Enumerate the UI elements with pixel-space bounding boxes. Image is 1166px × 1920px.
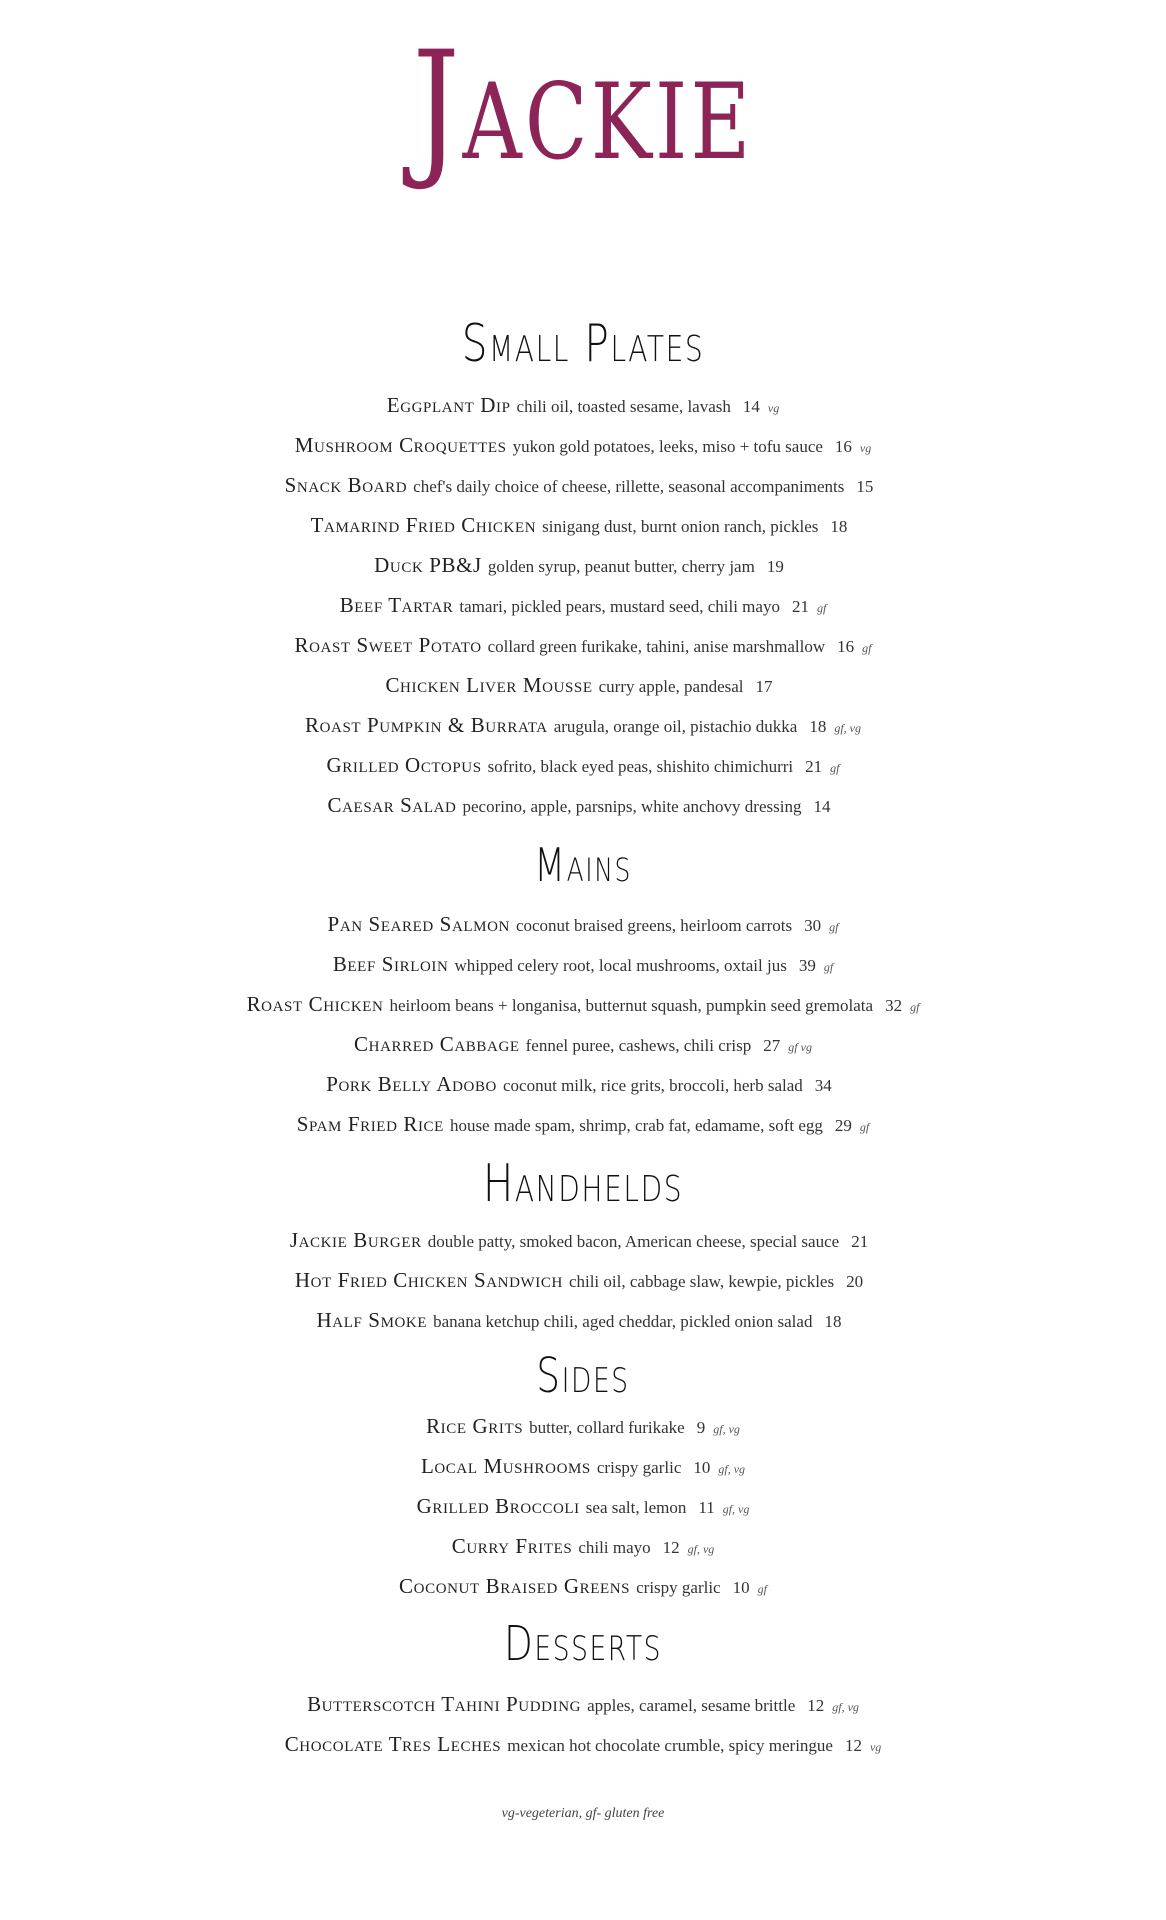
menu-item (0, 515, 1166, 536)
item-price: 32 (885, 996, 903, 1015)
item-description: butter, collard furikake (529, 1418, 685, 1437)
item-diet-tag: gf, vg (832, 1700, 859, 1714)
menu-item (0, 954, 1166, 975)
item-name: Charred Cabbage (354, 1032, 520, 1056)
item-price: 12 (662, 1538, 680, 1557)
item-diet-tag: vg (869, 1740, 882, 1754)
item-price: 20 (846, 1272, 864, 1291)
item-name: Chocolate Tres Leches (284, 1732, 502, 1756)
item-price: 21 (791, 597, 809, 616)
item-name: Chicken Liver Mousse (385, 673, 593, 697)
menu-item (0, 595, 1166, 616)
item-price: 11 (698, 1498, 715, 1517)
item-description: coconut milk, rice grits, broccoli, herb salad (503, 1076, 803, 1095)
menu-item (0, 1496, 1166, 1517)
item-description: crispy garlic (596, 1458, 682, 1477)
item-price: 18 (830, 517, 848, 536)
item-name: Half Smoke (316, 1308, 428, 1332)
item-diet-tag: gf, vg (718, 1462, 746, 1476)
menu-item (0, 1576, 1166, 1597)
item-description: coconut braised greens, heirloom carrots (515, 916, 793, 935)
item-description: fennel puree, cashews, chili crisp (525, 1036, 752, 1055)
item-description: arugula, orange oil, pistachio dukka (553, 717, 798, 736)
item-name: Beef Tartar (339, 593, 454, 617)
item-price: 16 (834, 437, 852, 456)
item-name: Tamarind Fried Chicken (310, 513, 537, 537)
item-diet-tag: gf (910, 1000, 920, 1014)
item-name: Caesar Salad (327, 793, 457, 817)
item-price: 10 (693, 1458, 711, 1477)
item-price: 39 (798, 956, 816, 975)
item-name: Coconut Braised Greens (399, 1574, 631, 1598)
menu-item (0, 1310, 1166, 1331)
item-price: 29 (834, 1116, 852, 1135)
item-name: Roast Sweet Potato (294, 633, 482, 657)
item-description: whipped celery root, local mushrooms, oxtail jus (454, 956, 787, 975)
menu-item (0, 1694, 1166, 1715)
item-price: 18 (824, 1312, 842, 1331)
menu-item (0, 1034, 1166, 1055)
menu-item (0, 555, 1166, 576)
menu-item (0, 435, 1166, 456)
item-price: 21 (805, 757, 823, 776)
menu-item (0, 1114, 1166, 1135)
menu-item (0, 1270, 1166, 1291)
item-name: Jackie Burger (289, 1228, 422, 1252)
menu-item (0, 994, 1166, 1015)
menu-item (0, 755, 1166, 776)
item-description: house made spam, shrimp, crab fat, edamame, soft egg (449, 1116, 823, 1135)
section-title-sides: Sides (536, 1348, 630, 1404)
section-title-mains: Mains (534, 838, 632, 892)
restaurant-logo: Jackie (412, 20, 754, 194)
item-diet-tag: gf, vg (713, 1422, 740, 1436)
item-diet-tag: gf (830, 761, 840, 775)
item-description: chili oil, cabbage slaw, kewpie, pickles (568, 1272, 835, 1291)
item-description: apples, caramel, sesame brittle (587, 1696, 796, 1715)
item-name: Beef Sirloin (332, 952, 449, 976)
item-name: Mushroom Croquettes (294, 433, 507, 457)
item-diet-tag: gf (859, 1120, 870, 1134)
item-description: sofrito, black eyed peas, shishito chimichurri (487, 757, 794, 776)
menu-item (0, 715, 1166, 736)
item-description: pecorino, apple, parsnips, white anchovy dressing (462, 797, 802, 816)
menu-item (0, 675, 1166, 696)
item-name: Hot Fried Chicken Sandwich (294, 1268, 563, 1292)
item-description: tamari, pickled pears, mustard seed, chili mayo (459, 597, 780, 616)
item-diet-tag: gf (757, 1582, 767, 1596)
item-name: Pan Seared Salmon (327, 912, 510, 936)
item-description: heirloom beans + longanisa, butternut squash, pumpkin seed gremolata (389, 996, 874, 1015)
item-price: 34 (814, 1076, 832, 1095)
item-name: Curry Frites (451, 1534, 573, 1558)
item-price: 21 (851, 1232, 869, 1251)
item-diet-tag: gf, vg (722, 1502, 750, 1516)
item-price: 19 (766, 557, 784, 576)
diet-legend-footnote: vg-vegeterian, gf- gluten free (501, 1806, 665, 1821)
item-diet-tag: gf (829, 920, 839, 934)
item-price: 18 (809, 717, 827, 736)
item-description: curry apple, pandesal (598, 677, 744, 696)
item-diet-tag: gf (816, 601, 827, 615)
item-price: 15 (856, 477, 874, 496)
item-name: Snack Board (284, 473, 408, 497)
menu-item (0, 1734, 1166, 1755)
menu-item (0, 1230, 1166, 1251)
section-title-desserts: Desserts (503, 1616, 663, 1672)
menu-item (0, 635, 1166, 656)
menu-item (0, 1456, 1166, 1477)
item-description: chef's daily choice of cheese, rillette, seasonal accompaniments (413, 477, 845, 496)
item-diet-tag: gf, vg (834, 721, 861, 735)
item-description: double patty, smoked bacon, American cheese, special sauce (427, 1232, 840, 1251)
item-diet-tag: vg (767, 401, 780, 415)
item-description: yukon gold potatoes, leeks, miso + tofu sauce (512, 437, 823, 456)
item-diet-tag: gf, vg (687, 1542, 715, 1556)
section-title-small-plates: Small Plates (461, 314, 705, 374)
item-diet-tag: gf (823, 960, 834, 974)
item-price: 27 (763, 1036, 781, 1055)
menu-item (0, 1536, 1166, 1557)
item-price: 9 (696, 1418, 706, 1437)
menu-item (0, 914, 1166, 935)
item-diet-tag: vg (859, 441, 872, 455)
item-description: mexican hot chocolate crumble, spicy meringue (507, 1736, 833, 1755)
menu-item (0, 795, 1166, 816)
item-description: banana ketchup chili, aged cheddar, pickled onion salad (433, 1312, 813, 1331)
item-name: Spam Fried Rice (296, 1112, 444, 1136)
menu-item (0, 395, 1166, 416)
item-price: 14 (742, 397, 760, 416)
item-name: Grilled Broccoli (416, 1494, 580, 1518)
item-price: 17 (755, 677, 773, 696)
item-description: chili mayo (578, 1538, 651, 1557)
item-description: collard green furikake, tahini, anise marshmallow (487, 637, 826, 656)
item-diet-tag: gf (862, 641, 872, 655)
item-name: Pork Belly Adobo (326, 1072, 497, 1096)
item-description: sinigang dust, burnt onion ranch, pickles (542, 517, 819, 536)
item-name: Butterscotch Tahini Pudding (307, 1692, 582, 1716)
item-description: sea salt, lemon (585, 1498, 687, 1517)
item-price: 14 (813, 797, 831, 816)
item-description: chili oil, toasted sesame, lavash (516, 397, 731, 416)
item-name: Rice Grits (426, 1414, 524, 1438)
item-name: Eggplant Dip (386, 393, 511, 417)
menu-item (0, 1416, 1166, 1437)
menu-item (0, 475, 1166, 496)
item-price: 30 (804, 916, 822, 935)
menu-item (0, 1074, 1166, 1095)
item-price: 10 (732, 1578, 750, 1597)
item-description: crispy garlic (636, 1578, 721, 1597)
item-name: Grilled Octopus (326, 753, 482, 777)
item-description: golden syrup, peanut butter, cherry jam (487, 557, 755, 576)
item-price: 12 (844, 1736, 862, 1755)
item-name: Roast Pumpkin & Burrata (304, 713, 548, 737)
item-name: Local Mushrooms (420, 1454, 591, 1478)
item-diet-tag: gf vg (788, 1040, 812, 1054)
section-title-handhelds: Handhelds (482, 1154, 684, 1214)
item-name: Duck PB&J (374, 553, 482, 577)
item-name: Roast Chicken (246, 992, 384, 1016)
item-price: 16 (837, 637, 855, 656)
item-price: 12 (807, 1696, 825, 1715)
